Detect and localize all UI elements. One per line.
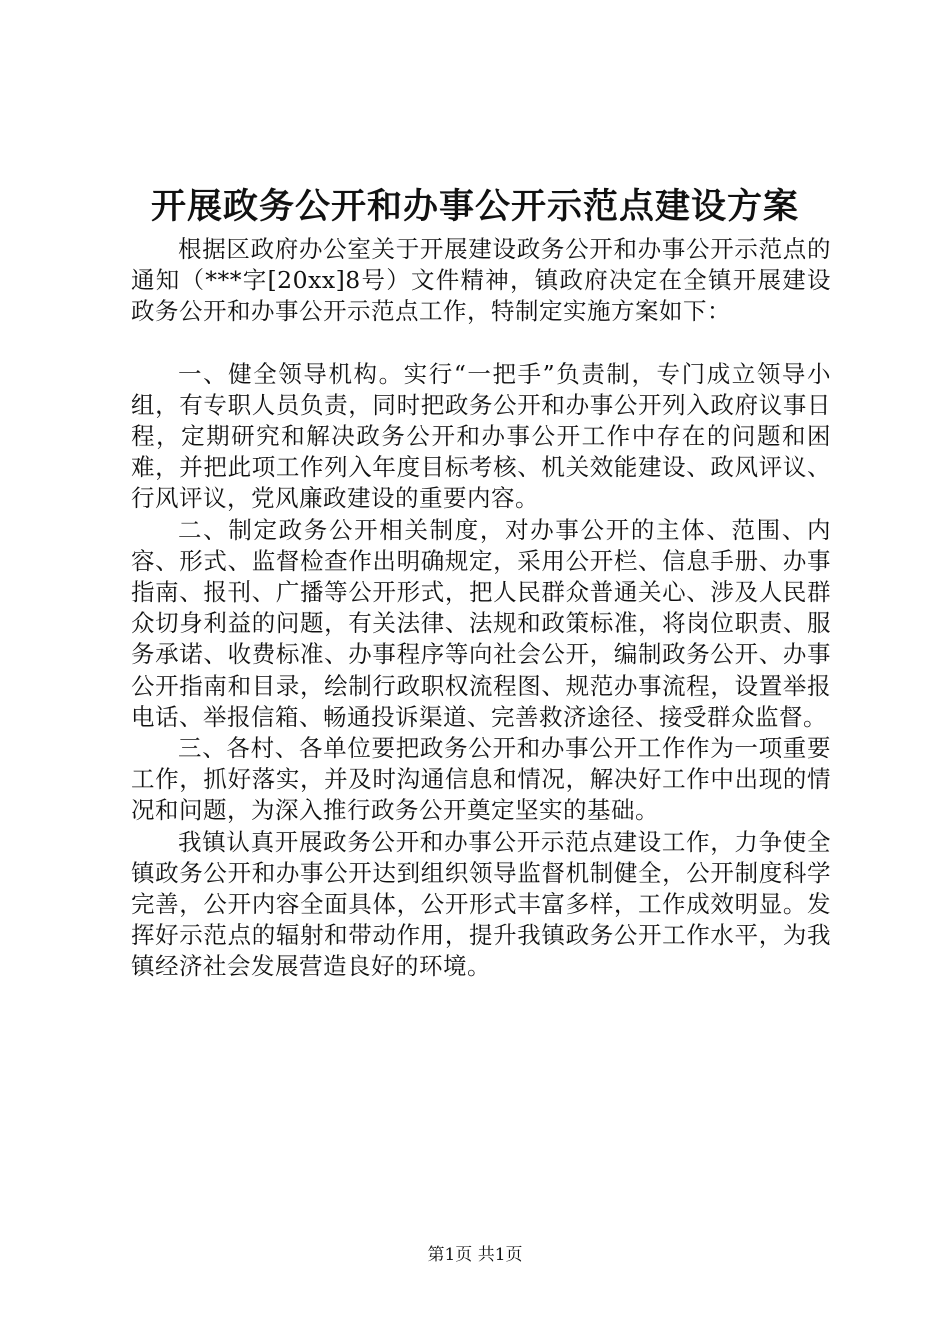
document-title: 开展政务公开和办事公开示范点建设方案	[150, 186, 799, 227]
intro-paragraph: 根据区政府办公室关于开展建设政务公开和办事公开示范点的通知（***字[20xx]8号）文件精神，镇政府决定在全镇开展建设政务公开和办事公开示范点工作，特制定实施方案如下：	[131, 235, 831, 326]
section-three-paragraph: 三、各村、各单位要把政务公开和办事公开工作作为一项重要工作，抓好落实，并及时沟通信息和情况，解决好工作中出现的情况和问题，为深入推行政务公开奠定坚实的基础。	[131, 734, 831, 825]
section-one-paragraph: 一、健全领导机构。实行“一把手”负责制，专门成立领导小组，有专职人员负责，同时把政务公开和办事公开列入政府议事日程，定期研究和解决政务公开和办事公开工作中存在的问题和困难，并把此项工作列入年度目标考核、机关效能建设、政风评议、行风评议，党风廉政建设的重要内容。	[131, 359, 831, 513]
conclusion-paragraph: 我镇认真开展政务公开和办事公开示范点建设工作，力争使全镇政务公开和办事公开达到组织领导监督机制健全，公开制度科学完善，公开内容全面具体，公开形式丰富多样，工作成效明显。发挥好示范点的辐射和带动作用，提升我镇政务公开工作水平，为我镇经济社会发展营造良好的环境。	[131, 827, 831, 981]
page-footer: 第1页 共1页	[427, 1245, 523, 1265]
section-two-paragraph: 二、制定政务公开相关制度，对办事公开的主体、范围、内容、形式、监督检查作出明确规定，采用公开栏、信息手册、办事指南、报刊、广播等公开形式，把人民群众普通关心、涉及人民群众切身利益的问题，有关法律、法规和政策标准，将岗位职责、服务承诺、收费标准、办事程序等向社会公开，编制政务公开、办事公开指南和目录，绘制行政职权流程图、规范办事流程，设置举报电话、举报信箱、畅通投诉渠道、完善救济途径、接受群众监督。	[131, 515, 831, 731]
document-body	[131, 234, 831, 983]
